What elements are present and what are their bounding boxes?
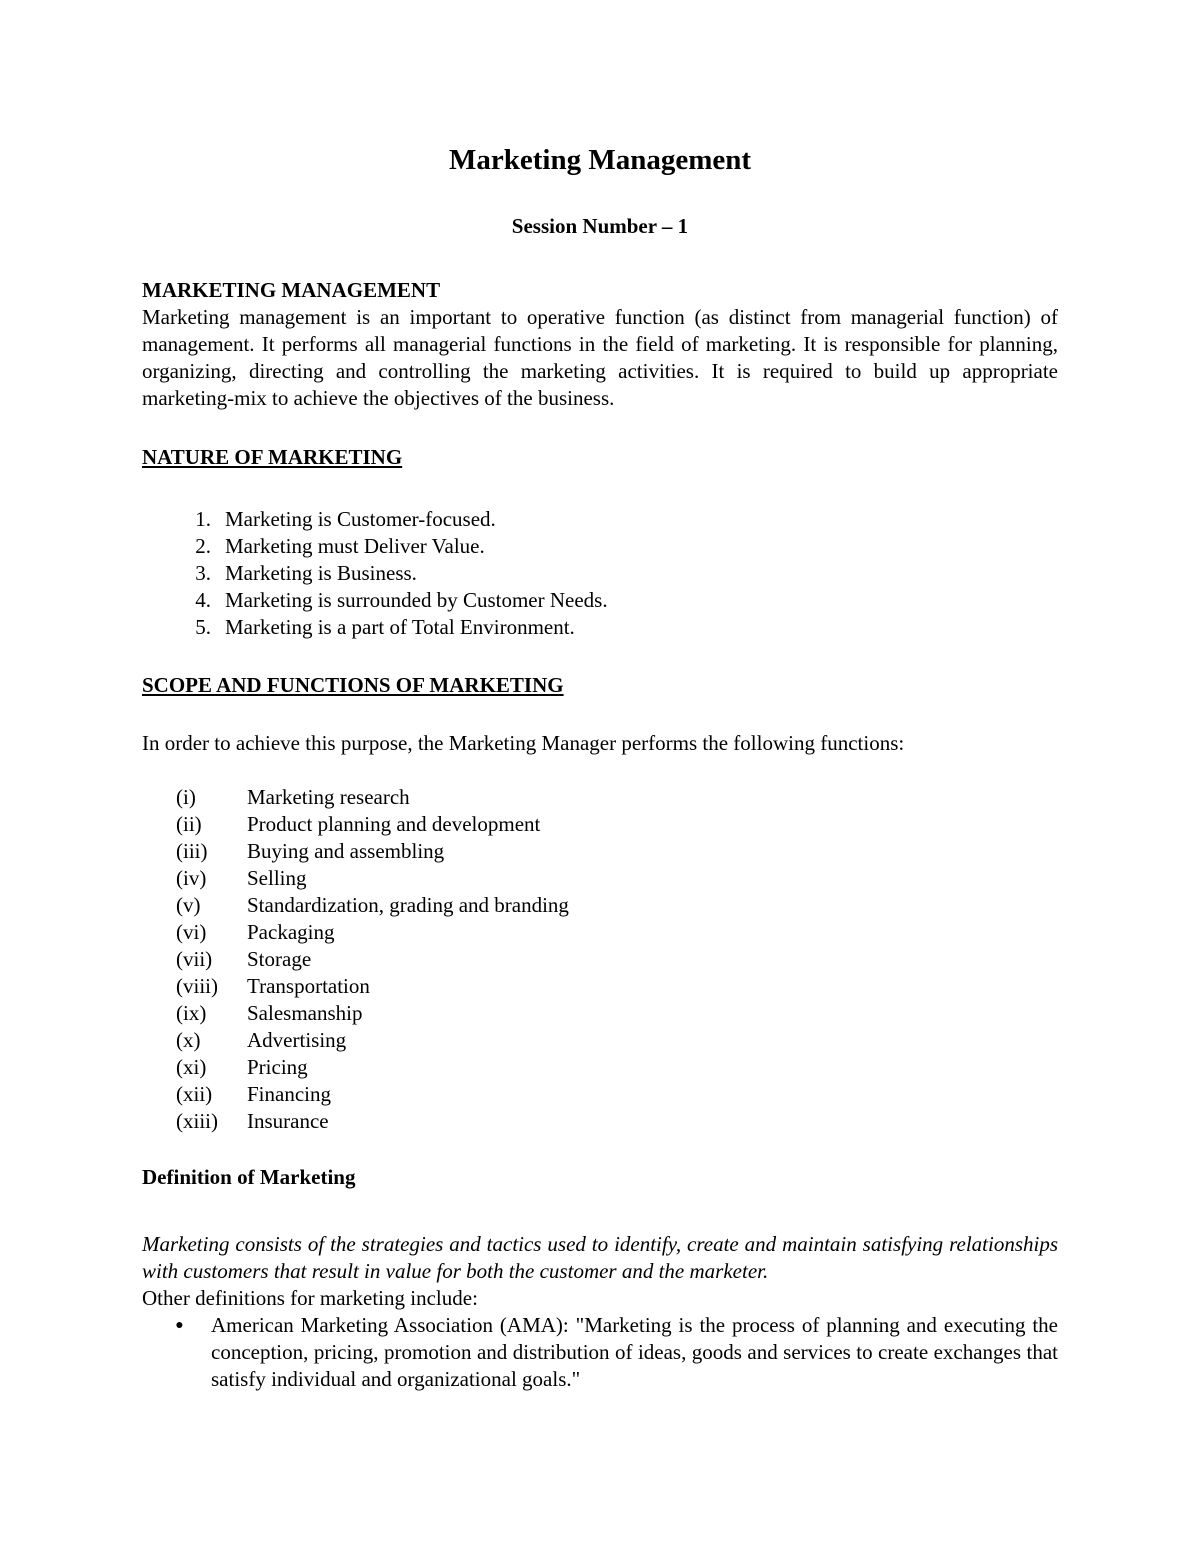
list-item-text: Marketing must Deliver Value.: [225, 534, 485, 558]
nature-list: [142, 506, 1058, 641]
list-item-number: (vi): [176, 920, 207, 944]
list-item-number: (xii): [176, 1082, 213, 1106]
list-item-text: Marketing research: [247, 785, 410, 809]
list-item-number: 1.: [195, 507, 211, 531]
list-item: [142, 1027, 1058, 1054]
list-item-text: Buying and assembling: [247, 839, 445, 863]
list-item-text: Product planning and development: [247, 812, 541, 836]
list-item: [142, 919, 1058, 946]
list-item: [142, 838, 1058, 865]
list-item: [142, 533, 1058, 560]
definition-italic-text: Marketing consists of the strategies and tactics used to identify, create and maintain satisfying relationships with customers that result in value for both the customer and the marketer.: [142, 1232, 1058, 1283]
other-definitions-intro: Other definitions for marketing include:: [142, 1286, 478, 1310]
list-item-number: (viii): [176, 974, 218, 998]
definitions-bullet-list: [142, 1312, 1058, 1393]
list-item-number: 2.: [195, 534, 211, 558]
list-item-number: 3.: [195, 561, 211, 585]
list-item: [142, 587, 1058, 614]
list-item-number: (i): [176, 785, 196, 809]
list-item-text: Advertising: [247, 1028, 347, 1052]
list-item-number: (ix): [176, 1001, 207, 1025]
definition-section: [142, 1164, 1058, 1393]
list-item-text: Marketing is a part of Total Environment.: [225, 615, 575, 639]
scope-section: [142, 672, 1058, 1135]
list-item-number: (vii): [176, 947, 213, 971]
list-item-text: Marketing is surrounded by Customer Needs.: [225, 588, 608, 612]
list-item-text: Storage: [247, 947, 312, 971]
list-item: [142, 1081, 1058, 1108]
list-item-number: (iv): [176, 866, 207, 890]
nature-heading: NATURE OF MARKETING: [142, 445, 403, 469]
list-item: [142, 506, 1058, 533]
session-number: Session Number – 1: [511, 214, 689, 238]
marketing-management-section: [142, 277, 1058, 412]
list-item: [142, 1312, 1058, 1393]
list-item-text: Marketing is Business.: [225, 561, 417, 585]
marketing-management-heading: MARKETING MANAGEMENT: [142, 278, 441, 302]
list-item-text: Marketing is Customer-focused.: [225, 507, 496, 531]
functions-list: [142, 784, 1058, 1135]
page-content: [142, 140, 1058, 1393]
list-item-number: 5.: [195, 615, 211, 639]
list-item-text: Standardization, grading and branding: [247, 893, 569, 917]
list-item-number: (iii): [176, 839, 208, 863]
list-item-number: 4.: [195, 588, 211, 612]
nature-section: [142, 444, 1058, 641]
list-item: [142, 973, 1058, 1000]
list-item-text: Financing: [247, 1082, 331, 1106]
list-item-text: Insurance: [247, 1109, 329, 1133]
list-item: [142, 811, 1058, 838]
list-item: [142, 892, 1058, 919]
list-item: [142, 1000, 1058, 1027]
list-item-text: American Marketing Association (AMA): "Marketing is the process of planning and executing the conception, pricing, promotion and distribution of ideas, goods and services to create exchanges that satisfy individual and organizational goals.": [211, 1313, 1058, 1391]
list-item-number: (x): [176, 1028, 201, 1052]
list-item-number: (xi): [176, 1055, 207, 1079]
list-item-text: Pricing: [247, 1055, 308, 1079]
list-item: [142, 865, 1058, 892]
list-item-text: Transportation: [247, 974, 370, 998]
bullet-icon: ●: [175, 1318, 184, 1333]
list-item: [142, 614, 1058, 641]
marketing-management-paragraph: Marketing management is an important to operative function (as distinct from managerial function) of management. It performs all managerial functions in the field of marketing. It is responsible for planning, organizing, directing and controlling the marketing activities. It is required to build up appropriate marketing-mix to achieve the objectives of the business.: [142, 305, 1058, 410]
list-item-number: (v): [176, 893, 201, 917]
list-item-number: (ii): [176, 812, 202, 836]
scope-heading: SCOPE AND FUNCTIONS OF MARKETING: [142, 673, 564, 697]
list-item-text: Salesmanship: [247, 1001, 363, 1025]
list-item-number: (xiii): [176, 1109, 218, 1133]
list-item: [142, 1108, 1058, 1135]
list-item-text: Selling: [247, 866, 307, 890]
scope-intro: In order to achieve this purpose, the Marketing Manager performs the following functions:: [142, 731, 905, 755]
list-item: [142, 784, 1058, 811]
list-item: [142, 946, 1058, 973]
definition-heading: Definition of Marketing: [142, 1165, 356, 1189]
list-item: [142, 1054, 1058, 1081]
list-item-text: Packaging: [247, 920, 335, 944]
document-title: Marketing Management: [448, 144, 752, 176]
list-item: [142, 560, 1058, 587]
